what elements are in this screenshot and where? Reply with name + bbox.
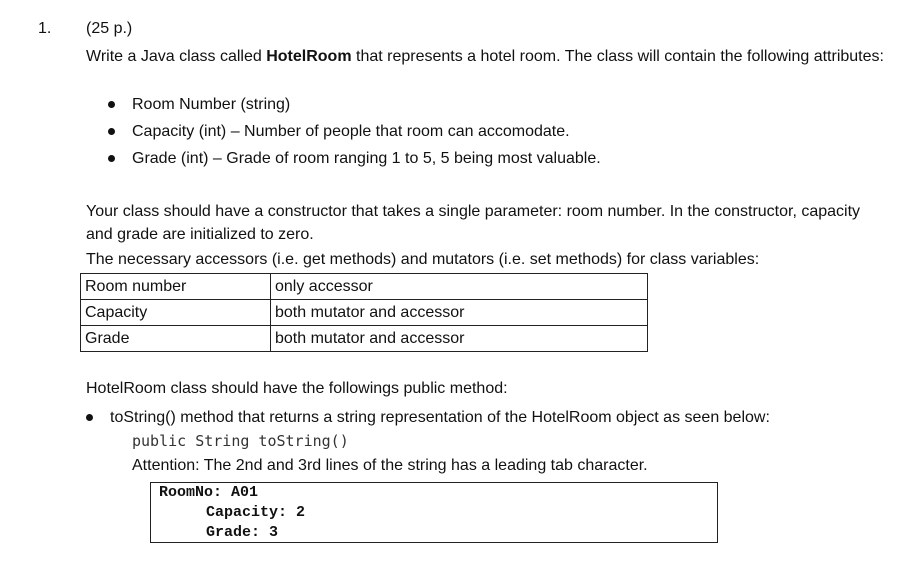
sample-output-line: RoomNo: A01 <box>159 484 259 501</box>
class-name: HotelRoom <box>266 48 352 65</box>
table-cell: Grade <box>81 326 271 352</box>
list-item: Capacity (int) – Number of people that room can accomodate. <box>108 118 601 145</box>
attribute-list <box>108 91 601 172</box>
table-cell: both mutator and accessor <box>271 300 648 326</box>
table-cell: both mutator and accessor <box>271 326 648 352</box>
intro-prefix: Write a Java class called <box>86 48 267 65</box>
sample-output-box <box>150 482 718 543</box>
intro-paragraph <box>86 45 886 68</box>
table-row <box>81 326 648 352</box>
table-cell: Room number <box>81 274 271 300</box>
question-points: (25 p.) <box>86 20 133 37</box>
list-item: Room Number (string) <box>108 91 601 118</box>
sample-output-line: Capacity: 2 <box>206 504 306 521</box>
table-cell: Capacity <box>81 300 271 326</box>
table-row <box>81 300 648 326</box>
table-cell: only accessor <box>271 274 648 300</box>
intro-suffix: that represents a hotel room. The class will contain the following attributes: <box>351 48 884 65</box>
attention-note: Attention: The 2nd and 3rd lines of the string has a leading tab character. <box>132 457 648 474</box>
access-table <box>80 273 648 352</box>
list-item: toString() method that returns a string representation of the HotelRoom object as seen below: <box>86 404 770 431</box>
accessors-paragraph: The necessary accessors (i.e. get methods) and mutators (i.e. set methods) for class variables: <box>86 251 760 268</box>
sample-output-line: Grade: 3 <box>206 524 279 541</box>
method-list <box>86 404 770 431</box>
list-item: Grade (int) – Grade of room ranging 1 to 5, 5 being most valuable. <box>108 145 601 172</box>
method-intro: HotelRoom class should have the followings public method: <box>86 380 508 397</box>
question-number: 1. <box>38 20 52 37</box>
table-row <box>81 274 648 300</box>
method-signature: public String toString() <box>132 432 349 450</box>
constructor-paragraph: Your class should have a constructor that takes a single parameter: room number. In the constructor, capacity and grade are initialized to zero. <box>86 203 861 243</box>
